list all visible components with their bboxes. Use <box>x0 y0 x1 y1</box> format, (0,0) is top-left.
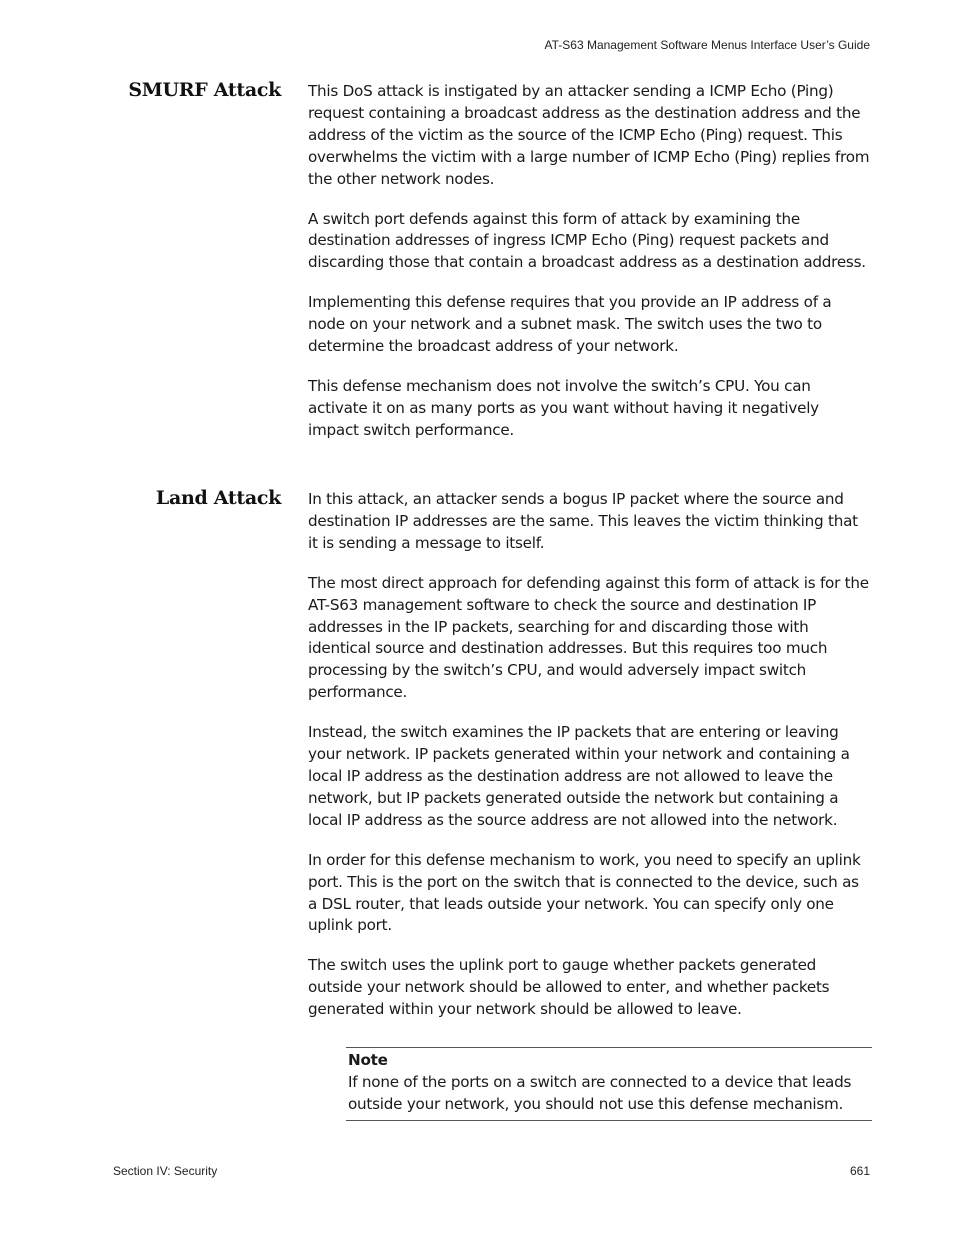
note-box <box>346 1047 872 1121</box>
section-heading-smurf-attack: SMURF Attack <box>128 79 281 101</box>
paragraph: In order for this defense mechanism to work, you need to specify an uplink port. This is the port on the switch that is connected to the device, such as a DSL router, that leads outside your network. You can specify only one uplink port. <box>308 850 861 935</box>
paragraph: This defense mechanism does not involve the switch’s CPU. You can activate it on as many ports as you want without having it negatively impact switch performance. <box>308 376 819 439</box>
paragraph: Implementing this defense requires that you provide an IP address of a node on your network and a subnet mask. The switch uses the two to determine the broadcast address of your network. <box>308 293 832 356</box>
paragraph: The most direct approach for defending against this form of attack is for the AT-S63 management software to check the source and destination IP addresses in the IP packets, searching for and discarding those with identical source and destination addresses. But this requires too much processing by the switch’s CPU, and would adversely impact switch performance. <box>308 573 869 702</box>
paragraph: Instead, the switch examines the IP packets that are entering or leaving your network. IP packets generated within your network and containing a local IP address as the destination address are not allowed to leave the network, but IP packets generated outside the network but containing a local IP address as the source address are not allowed into the network. <box>308 723 850 829</box>
section-body-land-attack <box>308 489 870 1039</box>
footer-section-label: Section IV: Security <box>113 1164 218 1178</box>
paragraph: A switch port defends against this form of attack by examining the destination addresses of ingress ICMP Echo (Ping) request packets and discarding those that contain a broadcast address as a destination address. <box>308 209 866 272</box>
section-body-smurf-attack <box>308 81 870 460</box>
paragraph: This DoS attack is instigated by an attacker sending a ICMP Echo (Ping) request containing a broadcast address as the destination address and the address of the victim as the source of the ICMP Echo (Ping) request. This overwhelms the victim with a large number of ICMP Echo (Ping) replies from the other network nodes. <box>308 82 870 188</box>
page-number: 661 <box>849 1164 870 1178</box>
paragraph: In this attack, an attacker sends a bogus IP packet where the source and destination IP addresses are the same. This leaves the victim thinking that it is sending a message to itself. <box>308 490 858 552</box>
note-title: Note <box>348 1051 388 1069</box>
paragraph: The switch uses the uplink port to gauge whether packets generated outside your network should be allowed to enter, and whether packets generated within your network should be allowed to leave. <box>308 956 830 1019</box>
running-header: AT-S63 Management Software Menus Interface User’s Guide <box>544 38 870 52</box>
section-heading-land-attack: Land Attack <box>155 487 281 509</box>
note-body: If none of the ports on a switch are connected to a device that leads outside your network, you should not use this defense mechanism. <box>348 1072 852 1113</box>
